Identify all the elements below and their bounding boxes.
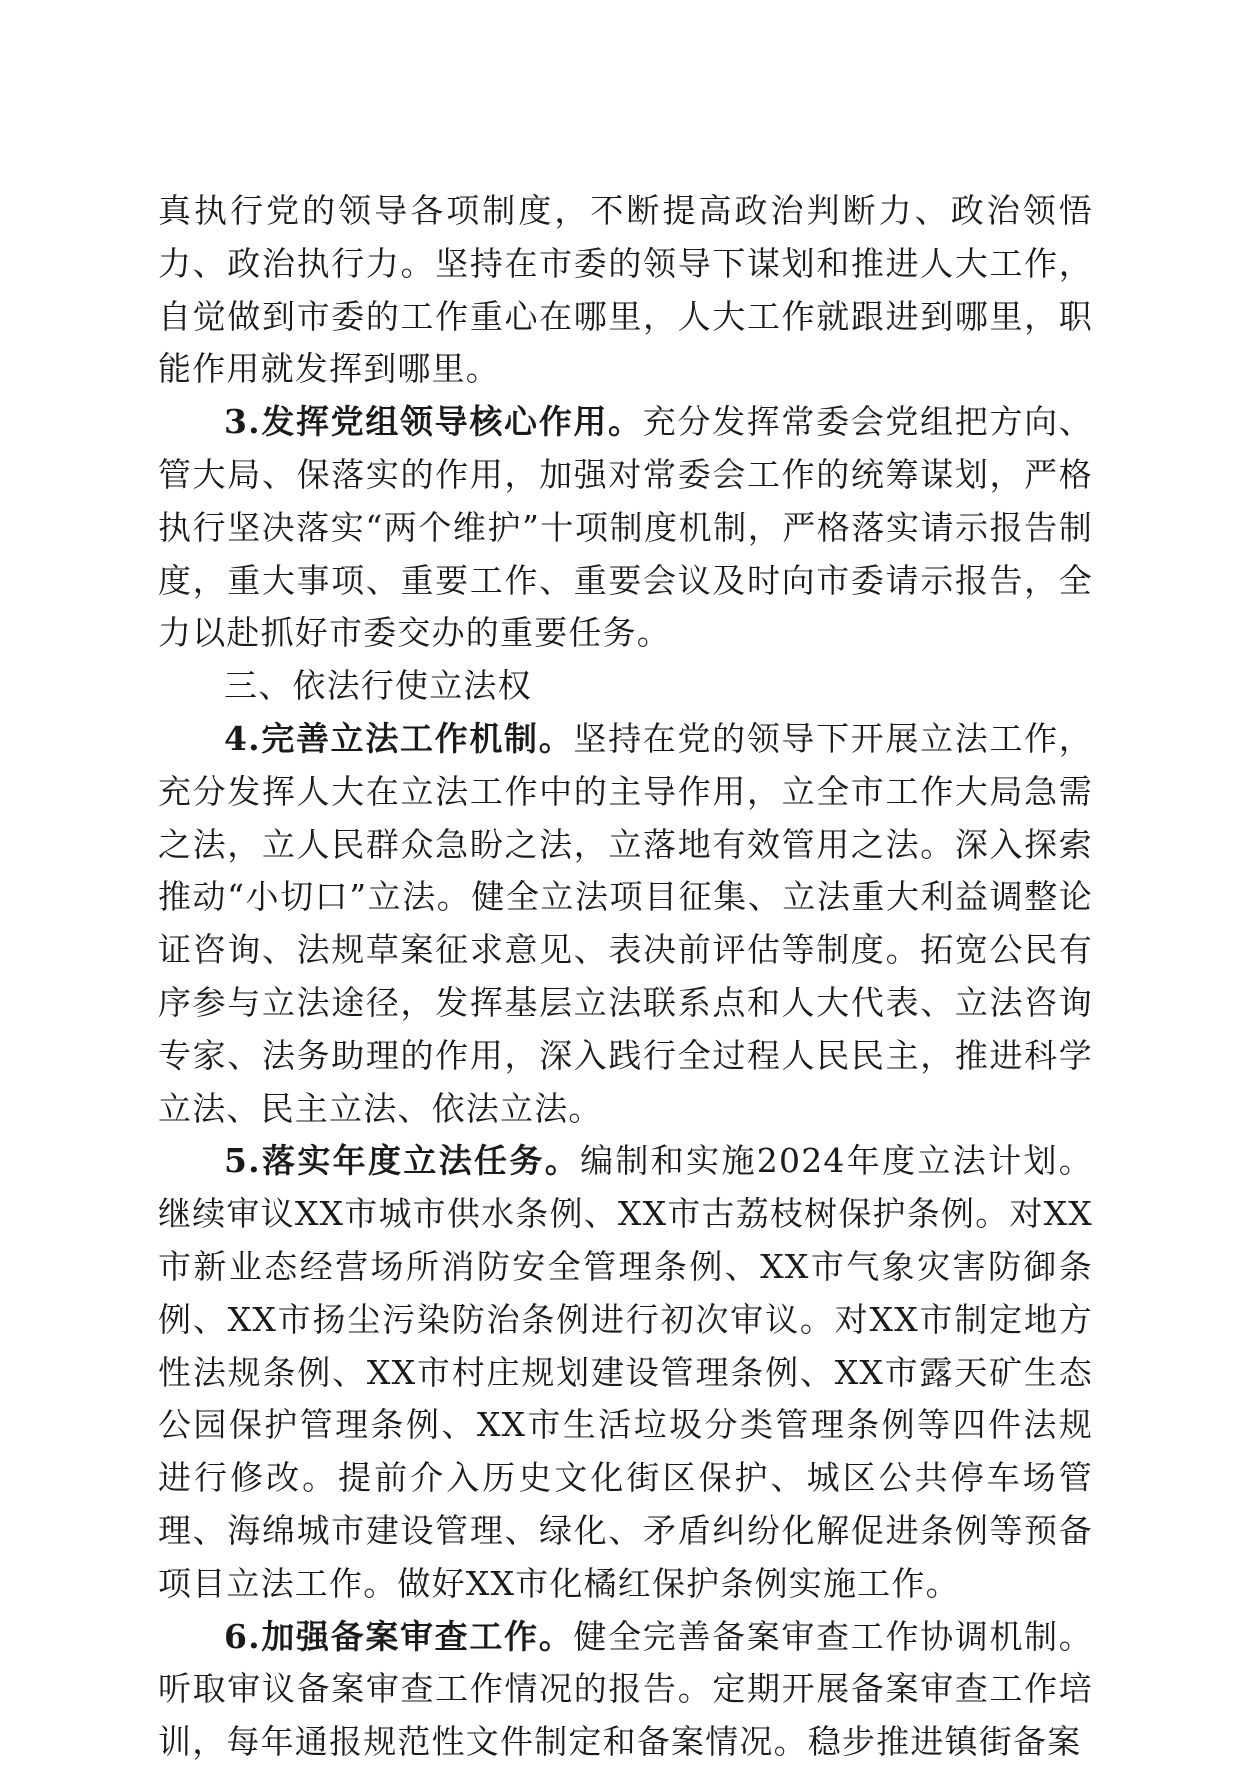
item-text: 充分发挥常委会党组把方向、管大局、保落实的作用，加强对常委会工作的统筹谋划，严格执行坚决落实“两个维护”十项制度机制，严格落实请示报告制度，重大事项、重要工作、重要会议及时向市委请示报告，全力以赴抓好市委交办的重要任务。 bbox=[158, 402, 1093, 653]
paragraph-continuation bbox=[158, 185, 1093, 396]
item-heading: 3.发挥党组领导核心作用。 bbox=[224, 402, 643, 442]
section-title: 三、依法行使立法权 bbox=[224, 666, 532, 706]
item-4 bbox=[158, 713, 1093, 1135]
document-body bbox=[158, 185, 1093, 1769]
item-text: 坚持在党的领导下开展立法工作，充分发挥人大在立法工作中的主导作用，立全市工作大局急需之法，立人民群众急盼之法，立落地有效管用之法。深入探索推动“小切口”立法。健全立法项目征集、立法重大利益调整论证咨询、法规草案征求意见、表决前评估等制度。拓宽公民有序参与立法途径，发挥基层立法联系点和人大代表、立法咨询专家、法务助理的作用，深入践行全过程人民民主，推进科学立法、民主立法、依法立法。 bbox=[158, 718, 1094, 1128]
item-3 bbox=[158, 396, 1093, 660]
section-heading bbox=[158, 660, 1093, 713]
item-heading: 5.落实年度立法任务。 bbox=[224, 1141, 581, 1181]
paragraph-text: 真执行党的领导各项制度，不断提高政治判断力、政治领悟力、政治执行力。坚持在市委的领导下谋划和推进人大工作，自觉做到市委的工作重心在哪里，人大工作就跟进到哪里，职能作用就发挥到哪里。 bbox=[158, 191, 1093, 389]
item-heading: 4.完善立法工作机制。 bbox=[224, 718, 574, 758]
item-5 bbox=[158, 1135, 1093, 1610]
item-text: 健全完善备案审查工作协调机制。听取审议备案审查工作情况的报告。定期开展备案审查工作培训，每年通报规范性文件制定和备案情况。稳步推进镇街备案 bbox=[158, 1616, 1094, 1762]
item-text: 编制和实施2024年度立法计划。继续审议XX市城市供水条例、XX市古荔枝树保护条例。对XX市新业态经营场所消防安全管理条例、XX市气象灾害防御条例、XX市扬尘污染防治条例进行初次审议。对XX市制定地方性法规条例、XX市村庄规划建设管理条例、XX市露天矿生态公园保护管理条例、XX市生活垃圾分类管理条例等四件法规进行修改。提前介入历史文化街区保护、城区公共停车场管理、海绵城市建设管理、绿化、矛盾纠纷化解促进条例等预备项目立法工作。做好XX市化橘红保护条例实施工作。 bbox=[158, 1141, 1093, 1603]
item-heading: 6.加强备案审查工作。 bbox=[224, 1616, 574, 1656]
item-6 bbox=[158, 1611, 1093, 1769]
